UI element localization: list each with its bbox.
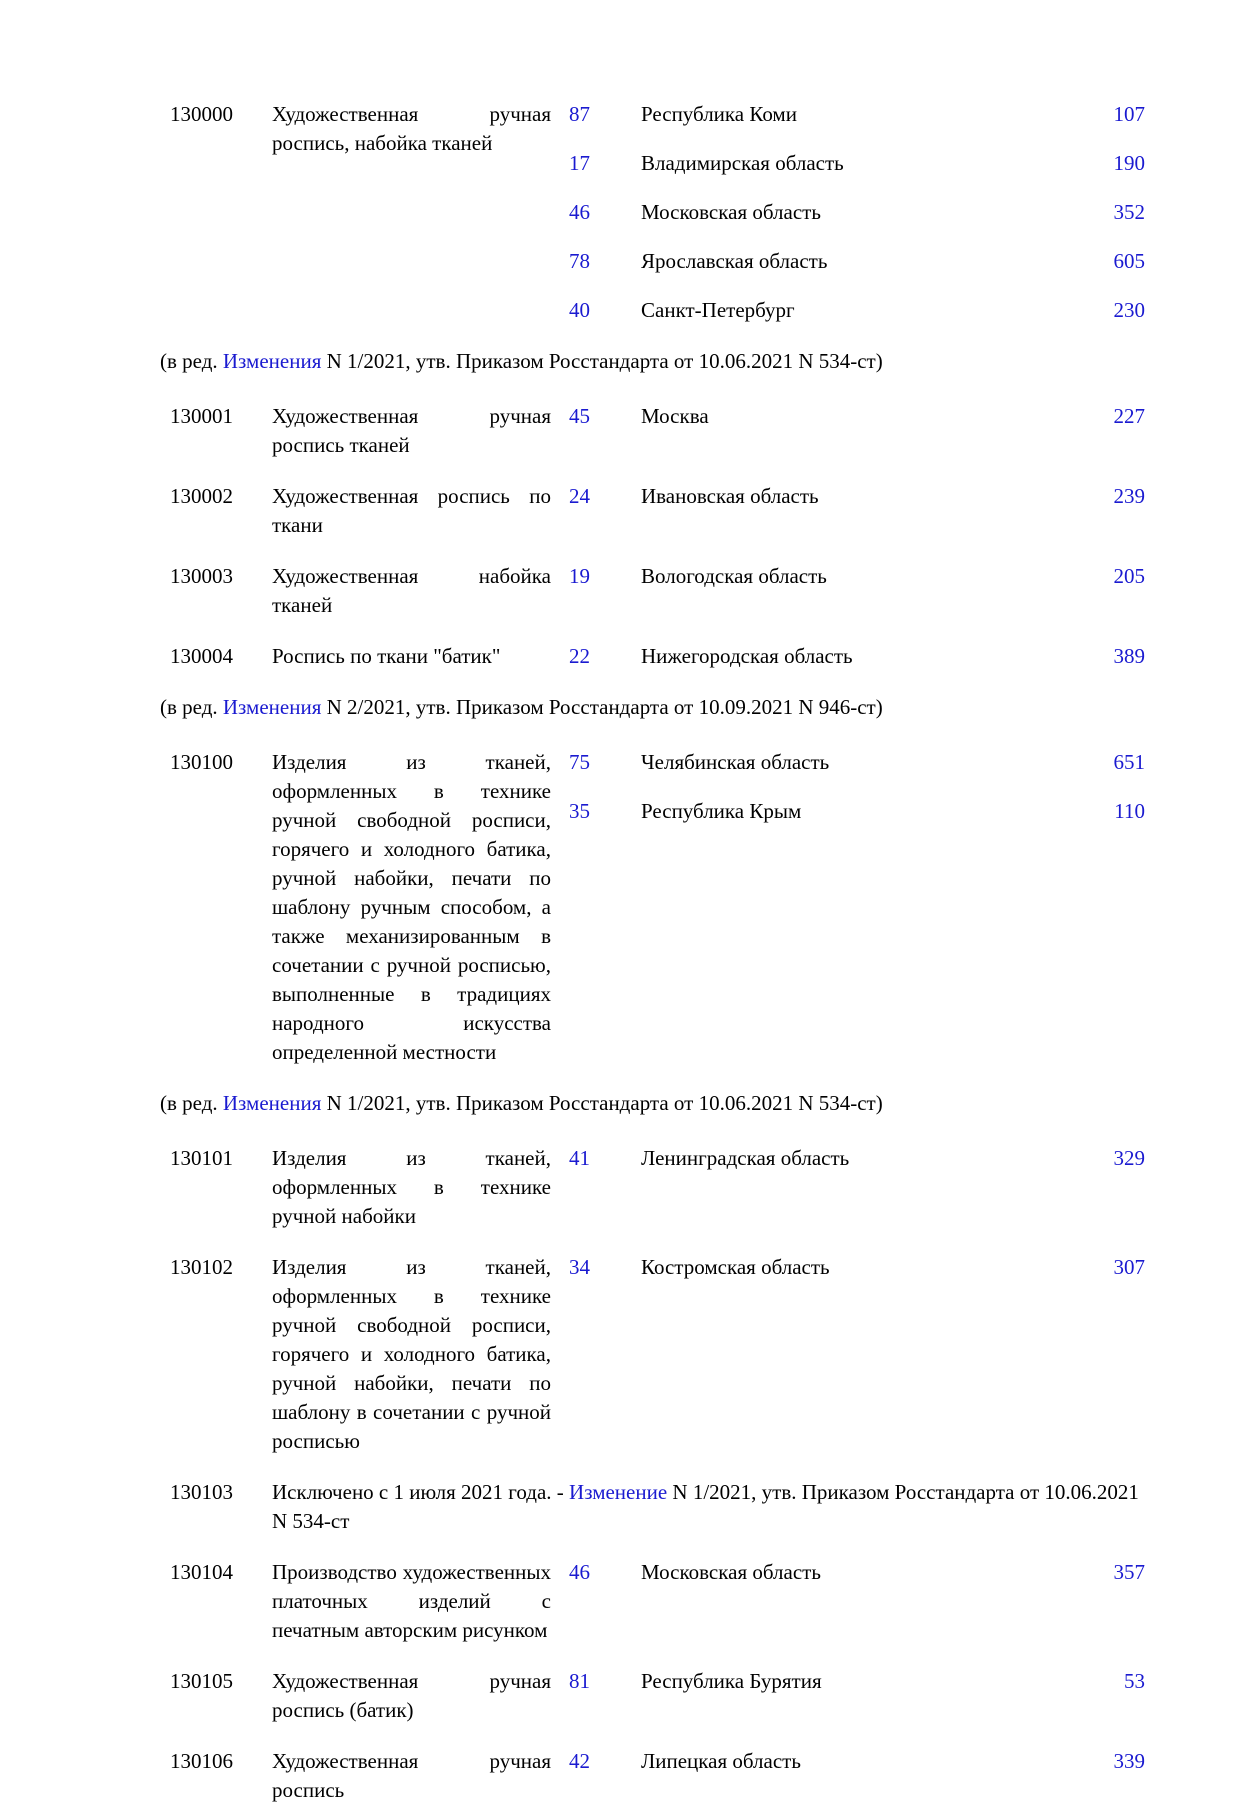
entry-regions: [551, 562, 1145, 591]
classifier-entry: [170, 482, 1145, 540]
entry-code: 130106: [170, 1749, 233, 1773]
region-name: Владимирская область: [641, 151, 844, 175]
entry-description: Изделия из тканей, оформленных в технике ручной свободной росписи, горячего и холодного батика, ручной набойки, печати по шаблону ручным способом, а также механизированным в сочетании с ручной росписью, выполненные в традициях народного искусства определенной местности: [272, 750, 551, 1064]
note-prefix: (в ред.: [160, 349, 223, 373]
entry-code: 130105: [170, 1669, 233, 1693]
classifier-entry: [170, 1253, 1145, 1456]
entry-description: Художественная ручная роспись: [272, 1749, 551, 1802]
region-name: Ленинградская область: [641, 1146, 850, 1170]
region-code: 34: [569, 1255, 590, 1279]
amendment-link[interactable]: Изменения: [222, 695, 322, 719]
region-code: 87: [569, 102, 590, 126]
region-name: Липецкая область: [641, 1749, 801, 1773]
classifier-entry-excluded: [170, 1478, 1145, 1536]
region-code: 40: [569, 298, 590, 322]
region-row: [569, 562, 1145, 591]
region-value: 227: [1113, 404, 1145, 428]
classifier-entry: [170, 562, 1145, 620]
region-code: 75: [569, 750, 590, 774]
entry-regions: [551, 402, 1145, 431]
editorial-note: [160, 347, 1145, 376]
region-name: Москва: [641, 404, 709, 428]
region-code: 24: [569, 484, 590, 508]
classifier-entry: [170, 642, 1145, 671]
region-value: 605: [1113, 249, 1145, 273]
entry-code: 130002: [170, 484, 233, 508]
exclusion-text: [258, 1478, 1145, 1536]
entry-code: 130000: [170, 102, 233, 126]
entry-code: 130101: [170, 1146, 233, 1170]
classifier-entry: [170, 1747, 1145, 1805]
region-name: Ярославская область: [641, 249, 828, 273]
region-row: [569, 797, 1145, 826]
region-code: 17: [569, 151, 590, 175]
region-name: Московская область: [641, 200, 821, 224]
region-name: Костромская область: [641, 1255, 830, 1279]
note-suffix: N 2/2021, утв. Приказом Росстандарта от 10.09.2021 N 946-ст): [321, 695, 883, 719]
exclusion-suffix: N 1/2021, утв. Приказом Росстандарта от 10.06.2021 N 534-ст: [272, 1480, 1139, 1533]
classifier-entry: [170, 100, 1145, 325]
region-value: 107: [1113, 102, 1145, 126]
region-row: [569, 1558, 1145, 1587]
region-row: [569, 1253, 1145, 1282]
entry-code: 130103: [170, 1480, 233, 1504]
amendment-link[interactable]: Изменение: [569, 1480, 668, 1504]
entry-description: Художественная ручная роспись (батик): [272, 1669, 551, 1722]
region-row: [569, 642, 1145, 671]
entry-description: Художественная роспись по ткани: [272, 484, 551, 537]
region-name: Вологодская область: [641, 564, 827, 588]
region-value: 651: [1113, 750, 1145, 774]
region-value: 230: [1113, 298, 1145, 322]
region-name: Челябинская область: [641, 750, 830, 774]
region-code: 46: [569, 200, 590, 224]
entry-regions: [551, 482, 1145, 511]
entry-regions: [551, 100, 1145, 325]
entry-code: 130001: [170, 404, 233, 428]
entry-description: Художественная набойка тканей: [272, 564, 551, 617]
region-name: Республика Бурятия: [641, 1669, 822, 1693]
region-value: 53: [1124, 1669, 1145, 1693]
region-row: [569, 100, 1145, 129]
amendment-link[interactable]: Изменения: [222, 1091, 322, 1115]
region-value: 339: [1113, 1749, 1145, 1773]
entry-regions: [551, 1144, 1145, 1173]
region-row: [569, 1667, 1145, 1696]
region-name: Республика Крым: [641, 799, 802, 823]
region-value: 110: [1114, 799, 1145, 823]
region-row: [569, 748, 1145, 777]
region-code: 19: [569, 564, 590, 588]
editorial-note: [160, 693, 1145, 722]
region-name: Ивановская область: [641, 484, 819, 508]
entry-description: Изделия из тканей, оформленных в технике ручной набойки: [272, 1146, 551, 1228]
region-value: 239: [1113, 484, 1145, 508]
region-value: 389: [1113, 644, 1145, 668]
entry-regions: [551, 1667, 1145, 1696]
region-row: [569, 402, 1145, 431]
entry-description: Художественная ручная роспись, набойка тканей: [272, 102, 551, 155]
entry-regions: [551, 1747, 1145, 1776]
region-row: [569, 1747, 1145, 1776]
region-code: 45: [569, 404, 590, 428]
region-row: [569, 149, 1145, 178]
region-value: 352: [1113, 200, 1145, 224]
region-code: 41: [569, 1146, 590, 1170]
region-row: [569, 1144, 1145, 1173]
entry-regions: [551, 748, 1145, 826]
entry-regions: [551, 1558, 1145, 1587]
region-name: Санкт-Петербург: [641, 298, 795, 322]
note-prefix: (в ред.: [160, 1091, 223, 1115]
region-code: 35: [569, 799, 590, 823]
entry-description: Роспись по ткани "батик": [272, 644, 501, 668]
classifier-entry: [170, 402, 1145, 460]
document-body: [160, 100, 1145, 1805]
region-value: 190: [1113, 151, 1145, 175]
classifier-entry: [170, 1144, 1145, 1231]
editorial-note: [160, 1089, 1145, 1118]
region-value: 205: [1113, 564, 1145, 588]
region-code: 22: [569, 644, 590, 668]
region-value: 307: [1113, 1255, 1145, 1279]
entry-description: Производство художественных платочных изделий с печатным авторским рисунком: [272, 1560, 551, 1642]
classifier-entry: [170, 1558, 1145, 1645]
amendment-link[interactable]: Изменения: [222, 349, 322, 373]
entry-code: 130102: [170, 1255, 233, 1279]
region-name: Республика Коми: [641, 102, 797, 126]
entry-regions: [551, 642, 1145, 671]
region-code: 81: [569, 1669, 590, 1693]
region-row: [569, 296, 1145, 325]
entry-regions: [551, 1253, 1145, 1282]
entry-code: 130004: [170, 644, 233, 668]
region-value: 329: [1113, 1146, 1145, 1170]
classifier-entry: [170, 1667, 1145, 1725]
entry-code: 130003: [170, 564, 233, 588]
entry-description: Художественная ручная роспись тканей: [272, 404, 551, 457]
region-row: [569, 482, 1145, 511]
note-suffix: N 1/2021, утв. Приказом Росстандарта от 10.06.2021 N 534-ст): [321, 349, 883, 373]
note-prefix: (в ред.: [160, 695, 223, 719]
entry-code: 130100: [170, 750, 233, 774]
region-name: Нижегородская область: [641, 644, 853, 668]
region-code: 42: [569, 1749, 590, 1773]
note-suffix: N 1/2021, утв. Приказом Росстандарта от 10.06.2021 N 534-ст): [321, 1091, 883, 1115]
region-name: Московская область: [641, 1560, 821, 1584]
region-row: [569, 198, 1145, 227]
exclusion-prefix: Исключено с 1 июля 2021 года. -: [272, 1480, 570, 1504]
region-code: 46: [569, 1560, 590, 1584]
entry-code: 130104: [170, 1560, 233, 1584]
classifier-entry: [170, 748, 1145, 1067]
region-value: 357: [1113, 1560, 1145, 1584]
region-code: 78: [569, 249, 590, 273]
entry-description: Изделия из тканей, оформленных в технике ручной свободной росписи, горячего и холодного батика, ручной набойки, печати по шаблону в сочетании с ручной росписью: [272, 1255, 551, 1453]
region-row: [569, 247, 1145, 276]
